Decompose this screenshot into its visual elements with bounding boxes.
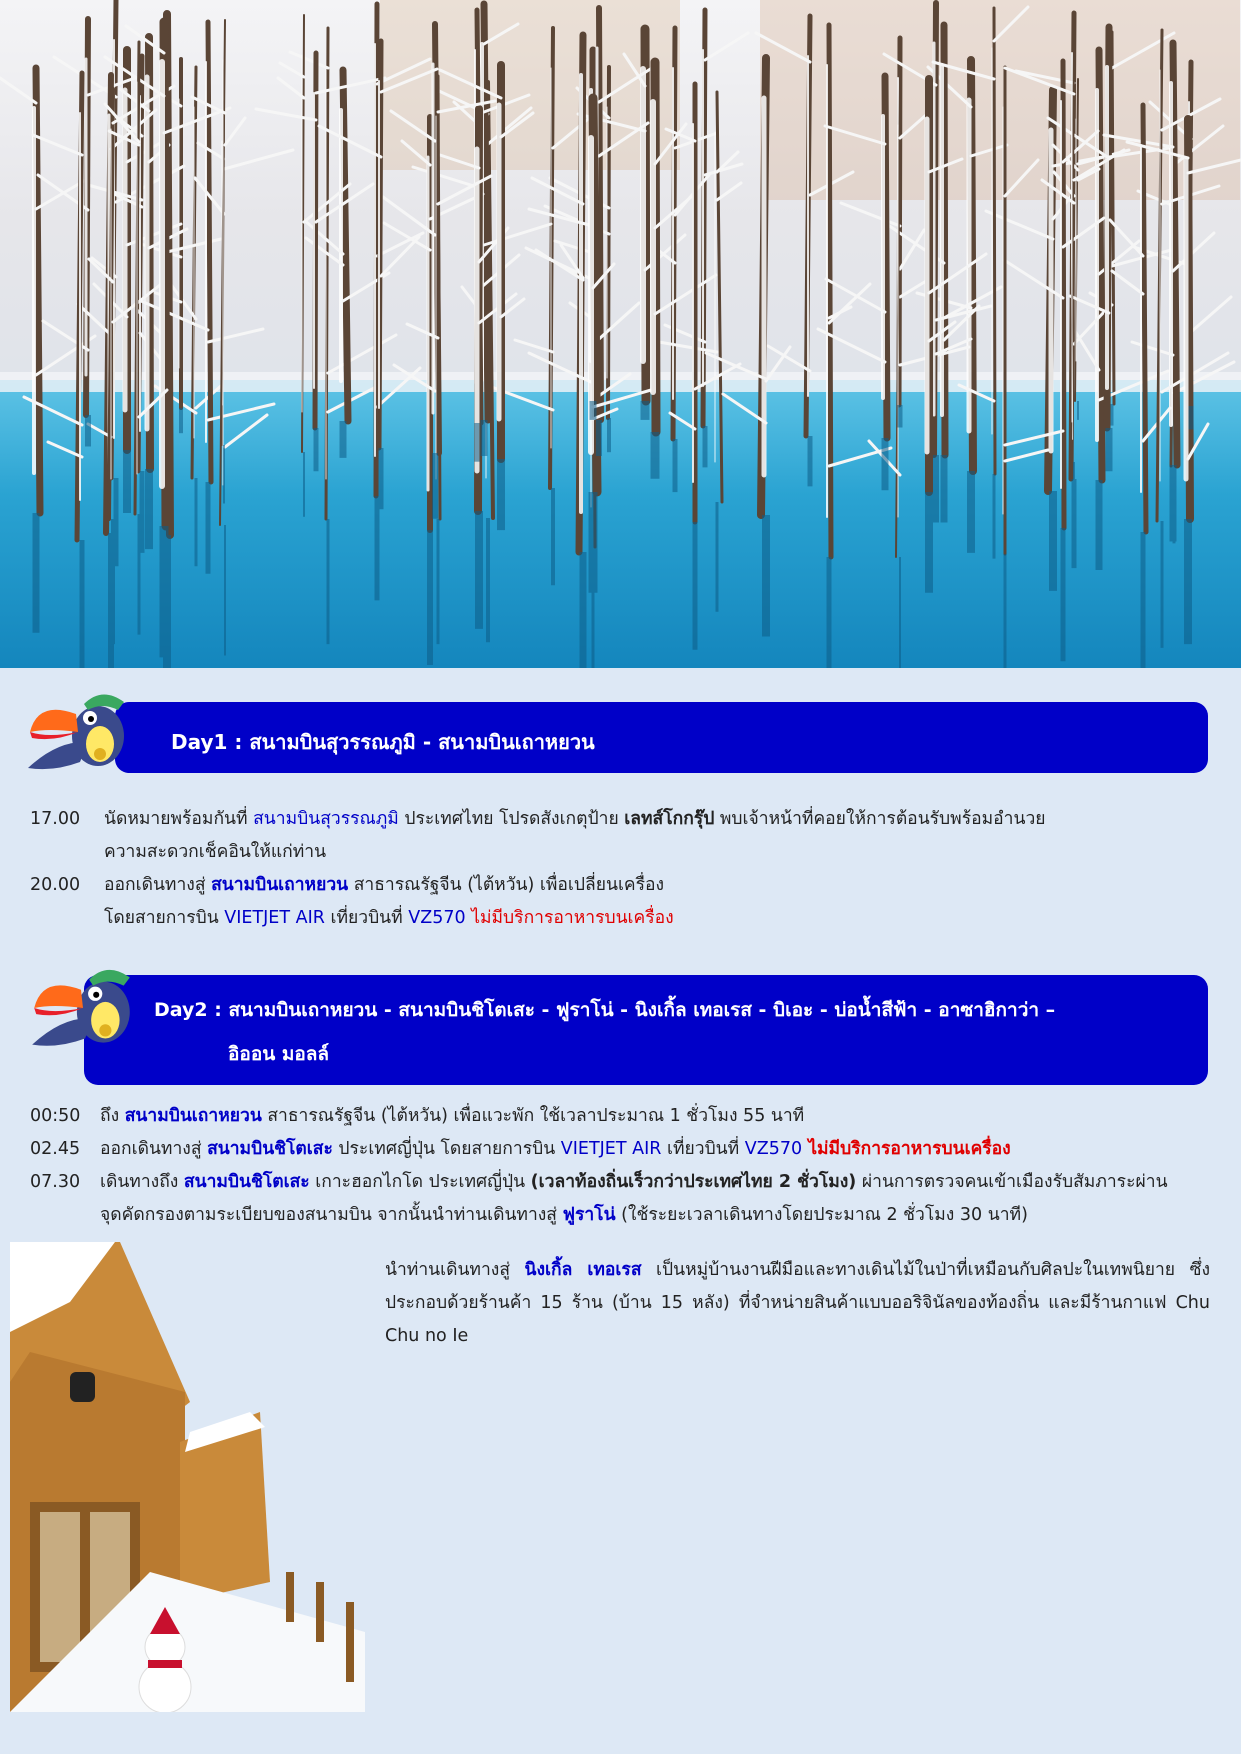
item-text bbox=[104, 803, 1046, 836]
item-time: 20.00 bbox=[30, 875, 81, 895]
airline-name: VIETJET AIR bbox=[560, 1139, 662, 1159]
new-chitose-airport-link: สนามบินชิโตเสะ bbox=[207, 1139, 333, 1159]
furano-link: ฟูราโน่ bbox=[562, 1205, 616, 1225]
hero-photo bbox=[0, 0, 1241, 668]
text-segment: ถึง bbox=[100, 1106, 125, 1126]
text-segment: เดินทางถึง bbox=[100, 1172, 184, 1192]
text-segment: ประเทศญี่ปุ่น โดยสายการบิน bbox=[332, 1139, 561, 1159]
toucan-mascot-icon bbox=[22, 952, 144, 1064]
text-segment: เที่ยวบินที่ bbox=[661, 1139, 745, 1159]
item-text bbox=[100, 1133, 1011, 1166]
text-segment: เที่ยวบินที่ bbox=[324, 908, 409, 928]
day1-item-1-line2 bbox=[104, 836, 326, 869]
text-segment: (ใช้ระยะเวลาเดินทางโดยประมาณ 2 ชั่วโมง 30 นาที) bbox=[615, 1205, 1028, 1225]
day2-title-line2: อิออน มอลล์ bbox=[228, 1043, 330, 1065]
day1-banner bbox=[115, 702, 1208, 773]
text-segment: เป็นหมู่บ้านงานฝีมือและทางเดินไม้ในป่าที่เหมือนกับศิลปะในเทพนิยาย ซึ่งประกอบด้วยร้านค้า 15 ร้าน (บ้าน 15 หลัง) ที่จำหน่ายสินค้าแบบออริจินัลของท้องถิ่น และมีร้านกาแฟ Chu Chu no Ie bbox=[385, 1260, 1210, 1346]
taoyuan-airport-link: สนามบินเถาหยวน bbox=[211, 875, 349, 895]
item-time: 02.45 bbox=[30, 1139, 81, 1159]
ningle-terrace-description bbox=[385, 1254, 1210, 1353]
item-time: 17.00 bbox=[30, 809, 81, 829]
day2-banner bbox=[84, 975, 1208, 1085]
text-segment: ออกเดินทางสู่ bbox=[104, 875, 212, 895]
item-text bbox=[104, 869, 664, 902]
text-segment: สาธารณรัฐจีน (ไต้หวัน) เพื่อแวะพัก ใช้เวลาประมาณ 1 ชั่วโมง 55 นาที bbox=[261, 1106, 805, 1126]
item-text: ความสะดวกเช็คอินให้แก่ท่าน bbox=[104, 842, 327, 862]
toucan-mascot-icon bbox=[18, 680, 138, 784]
day2-item-3-line2 bbox=[100, 1199, 1028, 1232]
text-segment: พบเจ้าหน้าที่คอยให้การต้อนรับพร้อมอำนวย bbox=[714, 809, 1046, 829]
item-text bbox=[100, 1166, 1168, 1199]
new-chitose-airport-link: สนามบินชิโตเสะ bbox=[183, 1172, 310, 1192]
text-segment: จุดคัดกรองตามระเบียบของสนามบิน จากนั้นนำท่านเดินทางสู่ bbox=[100, 1205, 563, 1225]
flight-number: VZ570 bbox=[408, 908, 466, 928]
text-segment: ออกเดินทางสู่ bbox=[100, 1139, 208, 1159]
no-meal-notice: ไม่มีบริการอาหารบนเครื่อง bbox=[802, 1139, 1011, 1159]
airline-name: VIETJET AIR bbox=[224, 908, 325, 928]
item-text bbox=[100, 1100, 804, 1133]
text-segment: ผ่านการตรวจคนเข้าเมืองรับสัมภาระผ่าน bbox=[856, 1172, 1168, 1192]
text-segment: สาธารณรัฐจีน (ไต้หวัน) เพื่อเปลี่ยนเครื่อง bbox=[348, 875, 665, 895]
no-meal-notice: ไม่มีบริการอาหารบนเครื่อง bbox=[465, 908, 674, 928]
item-time: 07.30 bbox=[30, 1172, 81, 1192]
text-segment: เกาะฮอกไกโด ประเทศญี่ปุ่น bbox=[309, 1172, 531, 1192]
lets-go-group-sign: เลทส์โกกรุ๊ป bbox=[624, 809, 715, 829]
flight-number: VZ570 bbox=[744, 1139, 803, 1159]
ningle-terrace-link: นิงเกิ้ล เทอเรส bbox=[524, 1260, 642, 1280]
taoyuan-airport-link: สนามบินเถาหยวน bbox=[124, 1106, 262, 1126]
text-segment: โดยสายการบิน bbox=[104, 908, 225, 928]
item-time: 00:50 bbox=[30, 1106, 81, 1126]
day1-title: Day1 : สนามบินสุวรรณภูมิ - สนามบินเถาหยวน bbox=[171, 730, 595, 754]
ningle-terrace-photo bbox=[10, 1242, 365, 1712]
text-segment: นัดหมายพร้อมกันที่ bbox=[104, 809, 254, 829]
suvarnabhumi-airport-link: สนามบินสุวรรณภูมิ bbox=[253, 809, 399, 829]
text-segment: นำท่านเดินทางสู่ bbox=[385, 1260, 525, 1280]
timezone-note: (เวลาท้องถิ่นเร็วกว่าประเทศไทย 2 ชั่วโมง) bbox=[530, 1172, 857, 1192]
day1-item-2-line2 bbox=[104, 902, 674, 935]
text-segment: ประเทศไทย โปรดสังเกตุป้าย bbox=[398, 809, 625, 829]
day2-title-line1: Day2 : สนามบินเถาหยวน - สนามบินชิโตเสะ - ฟูราโน่ - นิงเกิ้ล เทอเรส - บิเอะ - บ่อน้ำสีฟ้า - อาซาฮิกาว่า – bbox=[154, 999, 1056, 1021]
